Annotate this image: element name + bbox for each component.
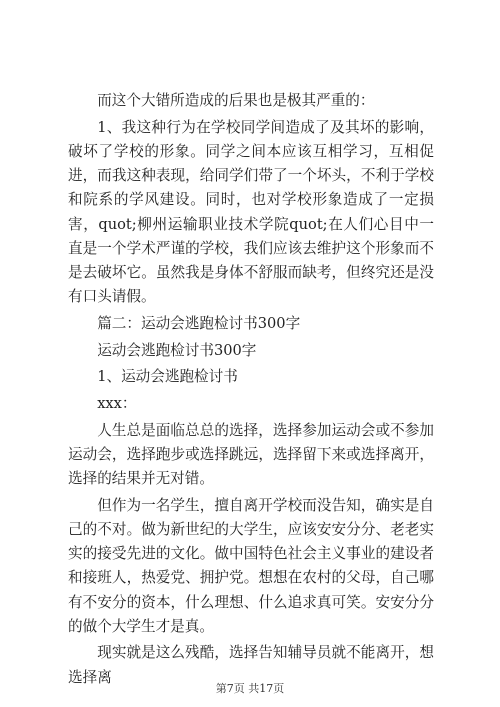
paragraph: 而这个大错所造成的后果也是极其严重的：	[97, 92, 375, 109]
paragraph: 但作为一名学生，擅自离开学校而没告知，确实是自己的不对。做为新世纪的大学生，应该安安分分、老老实实的接受先进的文化。做中国特色社会主义事业的建设者和接班人，热爱党、拥护党。想想在农村的父母，自己哪有不安分的资本，什么理想、什么追求真可笑。安安分分的做个大学生才是真。	[68, 496, 434, 635]
page-number-footer: 第7页 共17页	[215, 682, 285, 695]
document-body	[68, 89, 434, 690]
paragraph: 现实就是这么残酷，选择告知辅导员就不能离开，想选择离	[68, 644, 434, 686]
paragraph: 1、我这种行为在学校同学间造成了及其坏的影响，破坏了学校的形象。同学之间本应该互相学习，互相促进，而我这种表现，给同学们带了一个坏头，不利于学校和院系的学风建设。同时，也对学校形象造成了一定损害，quot;柳州运输职业技术学院quot;在人们心目中一直是一个学术严谨的学校，我们应该去维护这个形象而不是去破坏它。虽然我是身体不舒服而缺考，但终究还是没有口头请假。	[68, 118, 434, 306]
section-heading: 篇二：运动会逃跑检讨书300字	[97, 314, 301, 332]
salutation: xxx：	[97, 394, 137, 412]
paragraph: 人生总是面临总总的选择，选择参加运动会或不参加运动会，选择跑步或选择跳远，选择留下来或选择离开，选择的结果并无对错。	[68, 421, 434, 488]
document-title: 运动会逃跑检讨书300字	[97, 341, 257, 359]
subheading: 1、运动会逃跑检讨书	[97, 368, 238, 386]
